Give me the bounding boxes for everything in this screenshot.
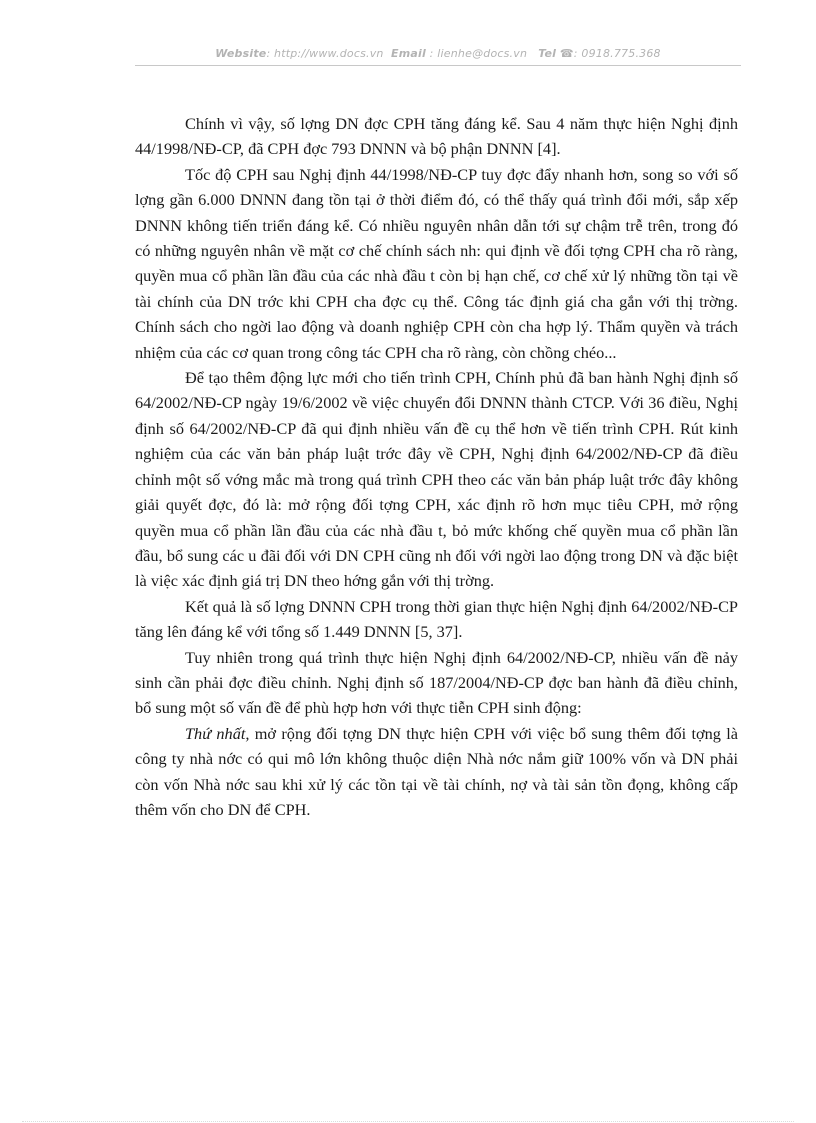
email-link[interactable]: : lienhe@docs.vn bbox=[429, 47, 528, 60]
paragraph-6-body: mở rộng đối tợng DN thực hiện CPH với việc bổ sung thêm đối tợng là công ty nhà nớc có qui mô lớn không thuộc diện Nhà nớc nắm giữ 100% vốn và DN phải còn vốn Nhà nớc sau khi xử lý các tồn tại về tài chính, nợ và tài sản tồn đọng, không cấp thêm vốn cho DN để CPH. bbox=[135, 723, 738, 819]
header-divider bbox=[135, 65, 741, 66]
paragraph-2: Tốc độ CPH sau Nghị định 44/1998/NĐ-CP tuy đợc đẩy nhanh hơn, song so với số lợng gần 6.000 DNNN đang tồn tại ở thời điểm đó, có thể thấy quá trình đổi mới, sắp xếp DNNN không tiến triển đáng kể. Có nhiều nguyên nhân dẫn tới sự chậm trễ trên, trong đó có những nguyên nhân về mặt cơ chế chính sách nh: qui định về đối tợng CPH cha rõ ràng, quyền mua cổ phần lần đầu của các nhà đầu t còn bị hạn chế, cơ chế xử lý những tồn tại về tài chính của DN trớc khi CPH cha đợc cụ thể. Công tác định giá cha gắn với thị trờng. Chính sách cho ngời lao động và doanh nghiệp CPH còn cha hợp lý. Thẩm quyền và trách nhiệm của các cơ quan trong công tác CPH cha rõ ràng, còn chồng chéo... bbox=[135, 164, 738, 362]
paragraph-3: Để tạo thêm động lực mới cho tiến trình CPH, Chính phủ đã ban hành Nghị định số 64/2002/NĐ-CP ngày 19/6/2002 về việc chuyển đổi DNNN thành CTCP. Với 36 điều, Nghị định số 64/2002/NĐ-CP đã qui định nhiều vấn đề cụ thể hơn về tiến trình CPH. Rút kinh nghiệm của các văn bản pháp luật trớc đây về CPH, Nghị định 64/2002/NĐ-CP đã điều chỉnh một số vớng mắc mà trong quá trình CPH theo các văn bản pháp luật trớc đây không giải quyết đợc, đó là: mở rộng đối tợng CPH, xác định rõ hơn mục tiêu CPH, mở rộng quyền mua cổ phần lần đầu của các nhà đầu t, bỏ mức khống chế quyền mua cổ phần lần đầu, bổ sung các u đãi đối với DN CPH cũng nh đối với ngời lao động trong DN và đặc biệt là việc xác định giá trị DN theo hớng gắn với thị trờng. bbox=[135, 368, 738, 591]
footer-divider bbox=[22, 1121, 794, 1122]
page-header bbox=[135, 47, 741, 60]
website-link[interactable]: : http://www.docs.vn bbox=[266, 47, 384, 60]
tel-value: : 0918.775.368 bbox=[573, 47, 661, 60]
paragraph-6-lead: Thứ nhất, bbox=[185, 723, 250, 743]
website-label: Website bbox=[215, 47, 267, 60]
document-body bbox=[135, 111, 738, 822]
paragraph-4: Kết quả là số lợng DNNN CPH trong thời gian thực hiện Nghị định 64/2002/NĐ-CP tăng lên đáng kể với tổng số 1.449 DNNN [5, 37]. bbox=[135, 596, 738, 642]
tel-label: Tel bbox=[538, 47, 557, 60]
paragraph-1: Chính vì vậy, số lợng DN đợc CPH tăng đáng kể. Sau 4 năm thực hiện Nghị định 44/1998/NĐ-CP, đã CPH đợc 793 DNNN và bộ phận DNNN [4]. bbox=[135, 114, 738, 159]
paragraph-6 bbox=[135, 721, 738, 823]
paragraph-5: Tuy nhiên trong quá trình thực hiện Nghị định 64/2002/NĐ-CP, nhiều vấn đề nảy sinh cần phải đợc điều chỉnh. Nghị định số 187/2004/NĐ-CP đợc ban hành đã điều chỉnh, bổ sung một số vấn đề để phù hợp hơn với thực tiễn CPH sinh động: bbox=[135, 647, 738, 718]
email-label: Email bbox=[391, 47, 426, 60]
phone-icon: ☎ bbox=[559, 47, 574, 60]
